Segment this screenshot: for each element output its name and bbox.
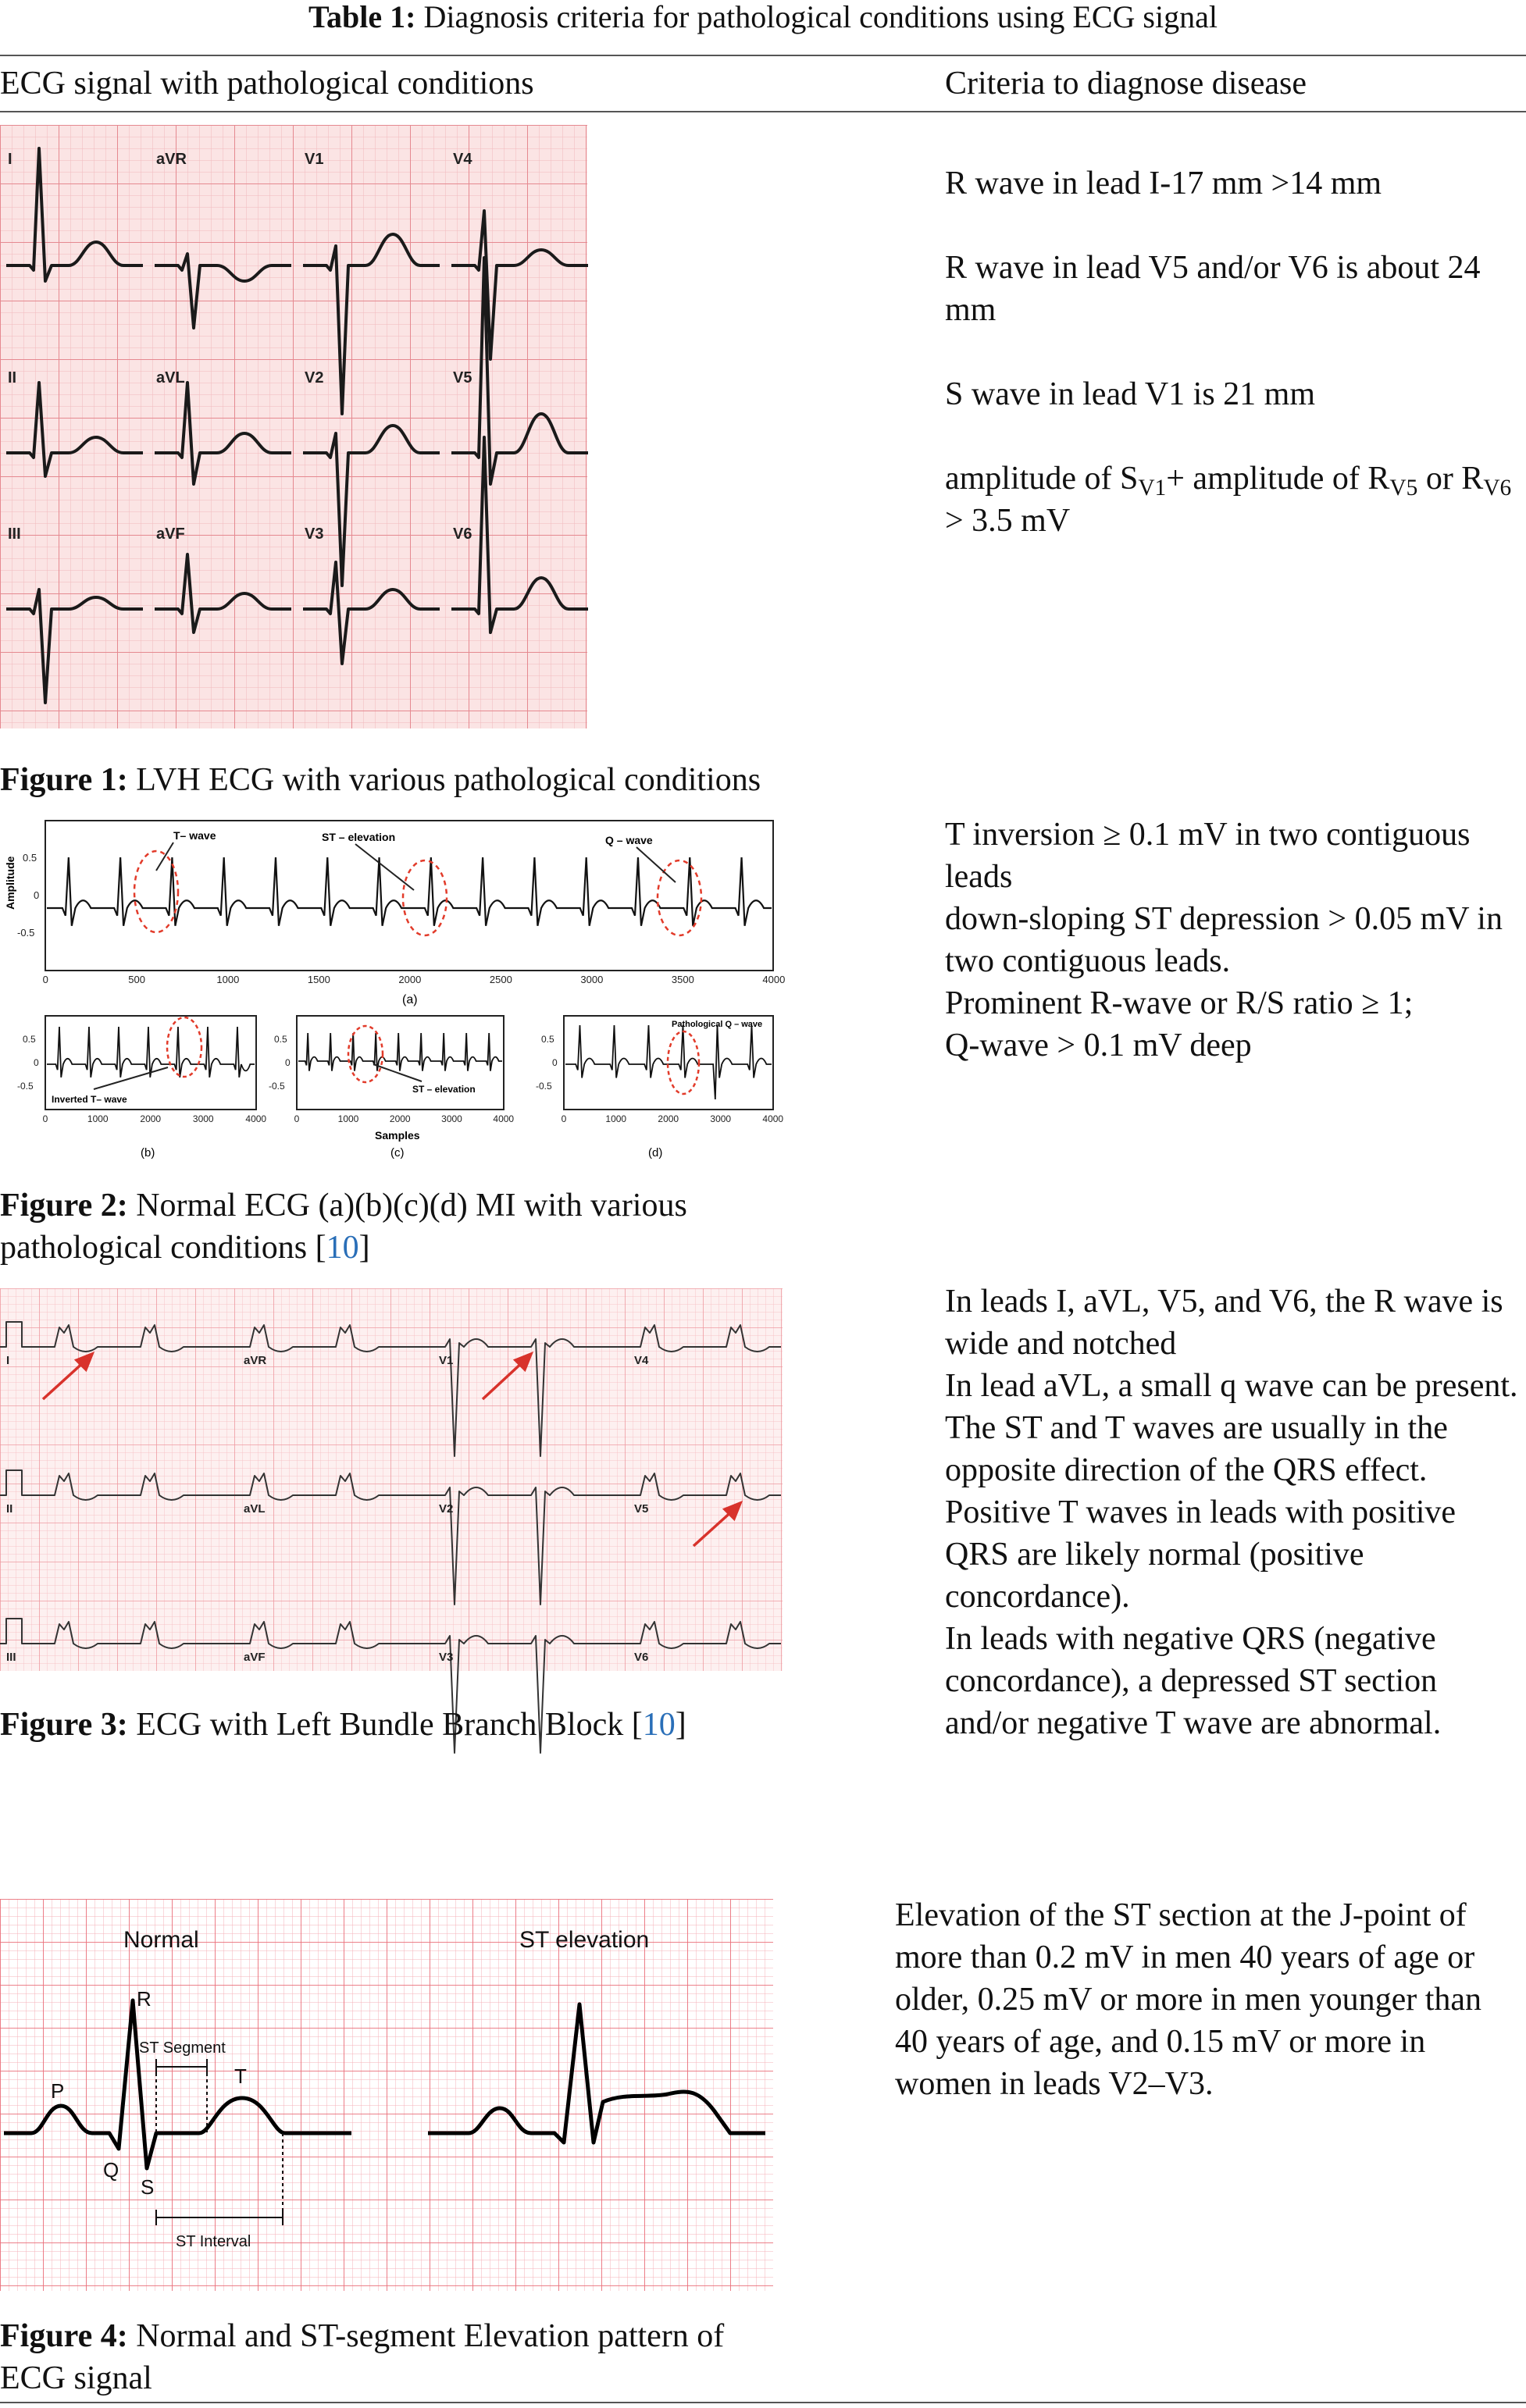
figure-2-image [0, 816, 786, 1163]
panel-a-q-label: Q – wave [605, 834, 653, 846]
lbbb-lead-label-V1: V1 [439, 1354, 454, 1367]
figure-4-image [0, 1899, 773, 2291]
panel-b-xtick: 0 [42, 1113, 48, 1124]
figure-2-label: Figure 2: [0, 1188, 128, 1224]
lvh-lead-label-III: III [8, 525, 21, 543]
mi-plots [0, 816, 786, 1163]
lvh-lead-label-V4: V4 [453, 151, 472, 168]
panel-a-xtick: 3500 [671, 974, 694, 985]
panel-a-ytick: 0 [34, 889, 40, 901]
col1-header: ECG signal with pathological conditions [0, 66, 534, 102]
criteria-lvh-line-4: amplitude of $S_{V1}+$ amplitude of $R_{V5}$ or $R_{V6} > 3.5$ mV [945, 461, 1512, 539]
panel-b-xtick: 2000 [140, 1113, 162, 1124]
panel-a-xtick: 0 [42, 974, 48, 985]
panel-d-annotation: Pathological Q – wave [672, 1020, 763, 1029]
lbbb-lead-label-II: II [6, 1502, 13, 1516]
table-caption [0, 0, 1526, 34]
panel-d-xtick: 0 [561, 1113, 567, 1124]
panel-c-xlabel: Samples [375, 1129, 420, 1142]
panel-b-annotation: Inverted T– wave [52, 1094, 127, 1105]
label-normal: Normal [123, 1927, 199, 1953]
panel-c-xtick: 3000 [441, 1113, 462, 1124]
lbbb-lead-label-aVL: aVL [244, 1502, 266, 1516]
figure-4-text: Normal and ST-segment Elevation pattern of ECG signal [0, 2318, 725, 2396]
lvh-lead-label-aVL: aVL [156, 369, 185, 386]
lvh-lead-label-II: II [8, 369, 17, 386]
panel-c-ytick: -0.5 [269, 1081, 285, 1092]
panel-b-xtick: 3000 [192, 1113, 214, 1124]
figure-4-label: Figure 4: [0, 2318, 128, 2354]
criteria-lvh-line-1: R wave in lead I-17 mm >14 mm [945, 166, 1382, 201]
panel-d-ytick: 0.5 [541, 1034, 554, 1045]
label-st-segment: ST Segment [139, 2039, 226, 2057]
panel-a-st-label: ST – elevation [322, 831, 396, 843]
criteria-lvh-line-3: S wave in lead V1 is 21 mm [945, 376, 1316, 412]
lvh-lead-label-aVR: aVR [156, 151, 187, 168]
lvh-lead-label-V6: V6 [453, 525, 472, 543]
panel-b-ytick: -0.5 [17, 1081, 34, 1092]
criteria-lvh [945, 120, 1515, 584]
label-st-interval: ST Interval [176, 2233, 251, 2250]
panel-d-xtick: 1000 [605, 1113, 627, 1124]
panel-a-ytick: -0.5 [17, 927, 35, 939]
lbbb-lead-label-aVR: aVR [244, 1354, 267, 1367]
figure-1-text: LVH ECG with various pathological conditions [136, 762, 761, 798]
panel-a-xtick: 4000 [762, 974, 786, 985]
panel-d-xtick: 4000 [762, 1113, 784, 1124]
panel-b-xtick: 1000 [87, 1113, 109, 1124]
label-wave-p: P [51, 2079, 65, 2103]
panel-c-xtick: 2000 [389, 1113, 411, 1124]
panel-a-xtick: 2500 [489, 974, 512, 985]
figure-1-image [0, 125, 587, 728]
panel-a-tag: (a) [402, 993, 418, 1006]
criteria-lvh-line-2: R wave in lead V5 and/or V6 is about 24 mm [945, 250, 1481, 328]
lvh-ecg-grid [0, 125, 587, 728]
panel-c-tag: (c) [390, 1146, 405, 1159]
lvh-lead-label-I: I [8, 151, 12, 168]
lbbb-lead-label-III: III [6, 1651, 16, 1664]
lvh-lead-label-V1: V1 [305, 151, 324, 168]
panel-c-annotation: ST – elevation [412, 1084, 476, 1095]
panel-d-ytick: -0.5 [536, 1081, 552, 1092]
label-wave-s: S [141, 2175, 155, 2199]
figure-2-ref[interactable]: 10 [326, 1230, 359, 1266]
panel-b-ytick: 0 [34, 1057, 39, 1068]
panel-a-xtick: 2000 [398, 974, 422, 985]
lbbb-lead-label-V6: V6 [634, 1651, 649, 1664]
lbbb-lead-label-V3: V3 [439, 1651, 454, 1664]
lbbb-lead-label-V4: V4 [634, 1354, 649, 1367]
lvh-lead-label-aVF: aVF [156, 525, 185, 543]
st-elevation-diagram [0, 1899, 773, 2291]
figure-4-caption [0, 2315, 750, 2399]
figure-3-ref[interactable]: 10 [642, 1707, 676, 1743]
panel-c-ytick: 0 [285, 1057, 291, 1068]
table-caption-label: Table 1: [308, 0, 416, 34]
figure-2-text: Normal ECG (a)(b)(c)(d) MI with various pathological conditions [ [0, 1188, 687, 1266]
label-wave-r: R [137, 1987, 152, 2011]
panel-a-ytick: 0.5 [23, 852, 37, 864]
lvh-lead-label-V3: V3 [305, 525, 324, 543]
lbbb-lead-label-V2: V2 [439, 1502, 454, 1516]
lbbb-ecg-grid [0, 1288, 783, 1671]
panel-a-xtick: 1000 [216, 974, 240, 985]
lvh-lead-label-V5: V5 [453, 369, 472, 386]
figure-3-label: Figure 3: [0, 1707, 128, 1743]
panel-c-xtick: 4000 [493, 1113, 515, 1124]
label-st-elevation: ST elevation [519, 1927, 650, 1953]
panel-a-ylabel: Amplitude [4, 856, 16, 910]
criteria-mi: T inversion ≥ 0.1 mV in two contiguous leads down-sloping ST depression > 0.05 mV in two contiguous leads. Prominent R-wave or R/S ratio ≥ 1; Q-wave > 0.1 mV deep [945, 817, 1503, 1063]
panel-c-xtick: 1000 [337, 1113, 359, 1124]
panel-b-ytick: 0.5 [23, 1034, 36, 1045]
criteria-st-elevation: Elevation of the ST section at the J-point of more than 0.2 mV in men 40 years of age or older, 0.25 mV or more in men younger than 40 years of age, and 0.15 mV or more in women in leads V2–V3. [895, 1897, 1482, 2102]
panel-b-tag: (b) [141, 1146, 155, 1159]
lbbb-lead-label-aVF: aVF [244, 1651, 266, 1664]
figure-3-caption: Figure 3: ECG with Left Bundle Branch Block [10] [0, 1707, 686, 1743]
panel-c-ytick: 0.5 [274, 1034, 287, 1045]
table-top-rule [0, 55, 1526, 56]
lbbb-lead-label-I: I [6, 1354, 10, 1367]
label-wave-t: T [234, 2064, 247, 2088]
lvh-lead-label-V2: V2 [305, 369, 324, 386]
panel-a-t-label: T– wave [173, 829, 216, 842]
panel-a-xtick: 1500 [307, 974, 330, 985]
panel-c-xtick: 0 [294, 1113, 300, 1124]
figure-3-image [0, 1288, 783, 1671]
col2-header: Criteria to diagnose disease [945, 66, 1307, 102]
figure-1-caption [0, 759, 937, 801]
panel-d-xtick: 3000 [710, 1113, 732, 1124]
lbbb-lead-label-V5: V5 [634, 1502, 649, 1516]
panel-d-tag: (d) [648, 1146, 663, 1159]
panel-a-xtick: 3000 [580, 974, 604, 985]
panel-b-xtick: 4000 [245, 1113, 267, 1124]
figure-3-text: ECG with Left Bundle Branch Block [ [136, 1707, 643, 1743]
figure-2-caption: Figure 2: Normal ECG (a)(b)(c)(d) MI with various pathological conditions [10] [0, 1188, 687, 1266]
panel-d-xtick: 2000 [658, 1113, 679, 1124]
figure-1-label: Figure 1: [0, 762, 128, 798]
criteria-lbbb: In leads I, aVL, V5, and V6, the R wave is wide and notched In lead aVL, a small q wave can be present. The ST and T waves are usually in the opposite direction of the QRS effect. Positive T waves in leads with positive QRS are likely normal (positive concordance). In leads with negative QRS (negative concordance), a depressed ST section and/or negative T wave are abnormal. [945, 1284, 1518, 1741]
label-wave-q: Q [103, 2158, 119, 2182]
table-caption-text: Diagnosis criteria for pathological conditions using ECG signal [423, 0, 1218, 34]
panel-a-xtick: 500 [128, 974, 146, 985]
table-bottom-rule [0, 2402, 1526, 2403]
table-header-rule [0, 111, 1526, 112]
panel-d-ytick: 0 [552, 1057, 558, 1068]
